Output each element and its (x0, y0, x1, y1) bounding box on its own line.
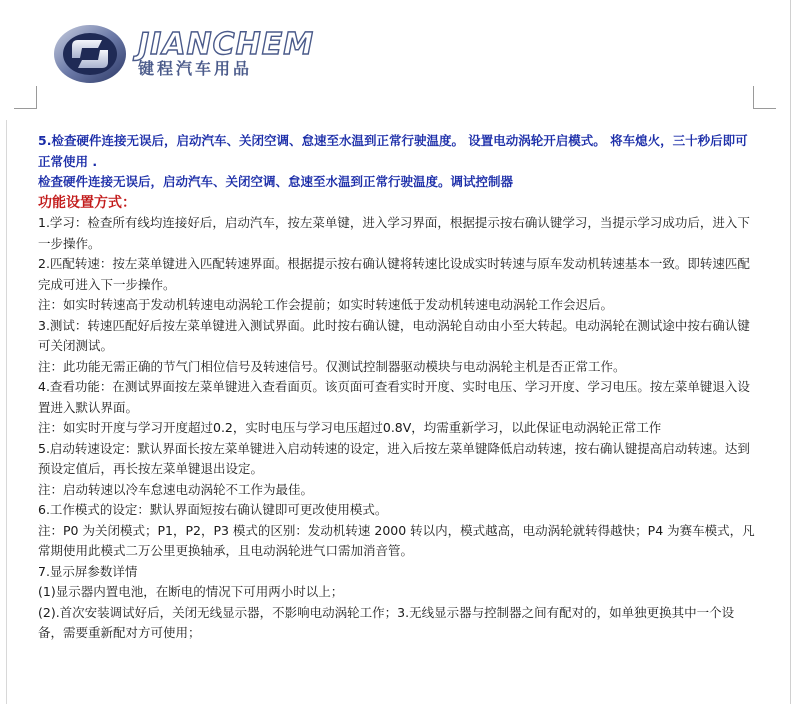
section-heading-function-settings: 功能设置方式： (38, 194, 136, 211)
document-body (38, 131, 758, 644)
document-header (50, 22, 314, 86)
brand-name-en: JIANCHEM (138, 27, 315, 62)
step-5-hardware-check: 5.检查硬件连接无误后，启动汽车、关闭空调、怠速至水温到正常行驶温度。 设置电动涡轮开启模式。 将车熄火，三十秒后即可正常使用 . (38, 133, 748, 169)
page-edge-left (6, 120, 7, 704)
note-test: 注：此功能无需正确的节气门相位信号及转速信号。仅测试控制器驱动模块与电动涡轮主机是否正常工作。 (38, 358, 626, 374)
list-item-pairing: (2).首次安装调试好后，关闭无线显示器，不影响电动涡轮工作；3.无线显示器与控制器之间有配对的，如单独更换其中一个设备，需要重新配对方可使用； (38, 604, 735, 640)
paragraph-test: 3.测试：转速匹配好后按左菜单键进入测试界面。此时按右确认键，电动涡轮自动由小至大转起。电动涡轮在测试途中按右确认键可关闭测试。 (38, 317, 750, 353)
paragraph-learning: 1.学习：检查所有线均连接好后，启动汽车，按左菜单键，进入学习界面，根据提示按右确认键学习，当提示学习成功后，进入下一步操作。 (38, 215, 750, 251)
debug-controller-note: 检查硬件连接无误后，启动汽车、关闭空调、怠速至水温到正常行驶温度。调试控制器 (38, 174, 514, 189)
note-work-mode: 注：P0 为关闭模式；P1，P2，P3 模式的区别：发动机转速 2000 转以内，模式越高，电动涡轮就转得越快；P4 为赛车模式，凡常期使用此模式二万公里更换轴承，且电动涡轮进气口需加消音管。 (38, 522, 755, 558)
paragraph-work-mode: 6.工作模式的设定：默认界面短按右确认键即可更改使用模式。 (38, 502, 388, 517)
paragraph-view-function: 4.查看功能：在测试界面按左菜单键进入查看面页。该页面可查看实时开度、实时电压、学习开度、学习电压。按左菜单键退入设置进入默认界面。 (38, 379, 750, 415)
brand-name-cn: 键程汽车用品 (138, 59, 253, 78)
paragraph-display-params: 7.显示屏参数详情 (38, 563, 138, 579)
note-view: 注：如实时开度与学习开度超过0.2，实时电压与学习电压超过0.8V，均需重新学习，以此保证电动涡轮正常工作 (38, 420, 662, 435)
jianchem-logo-icon (50, 22, 130, 86)
page-edge-right (790, 0, 791, 704)
crop-mark-left (14, 86, 37, 109)
crop-mark-right (753, 86, 776, 109)
list-item-battery: (1)显示器内置电池，在断电的情况下可用两小时以上； (38, 584, 344, 599)
paragraph-start-speed: 5.启动转速设定：默认界面长按左菜单键进入启动转速的设定，进入后按左菜单键降低启动转速，按右确认键提高启动转速。达到预设定值后，再长按左菜单键退出设定。 (38, 440, 750, 476)
note-speed: 注：如实时转速高于发动机转速电动涡轮工作会提前；如实时转速低于发动机转速电动涡轮工作会迟后。 (38, 297, 614, 312)
paragraph-match-speed: 2.匹配转速：按左菜单键进入匹配转速界面。根据提示按右确认键将转速比设成实时转速与原车发动机转速基本一致。即转速匹配完成可进入下一步操作。 (38, 256, 750, 292)
note-start-speed: 注：启动转速以冷车怠速电动涡轮不工作为最佳。 (38, 481, 314, 497)
